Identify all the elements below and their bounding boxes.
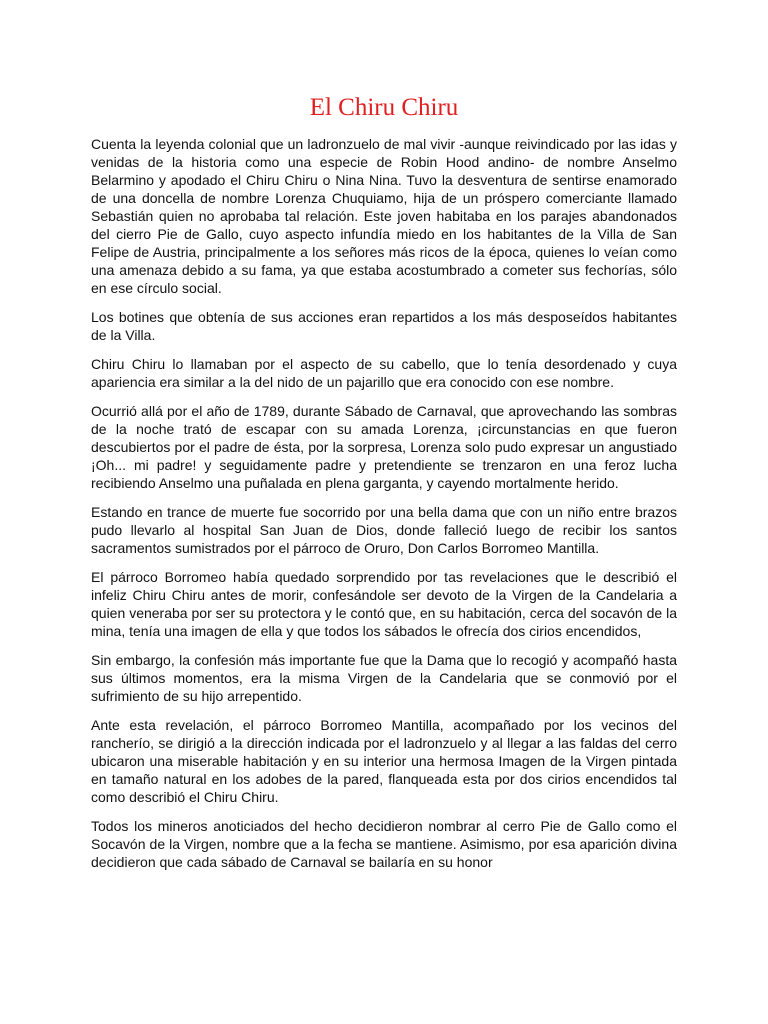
paragraph: El párroco Borromeo había quedado sorprendido por tas revelaciones que le describió el infeliz Chiru Chiru antes de morir, confesándole ser devoto de la Virgen de la Candelaria a quien veneraba por ser su protectora y le contó que, en su habitación, cerca del socavón de la mina, tenía una imagen de ella y que todos los sábados le ofrecía dos cirios encendidos,	[91, 569, 677, 639]
paragraph: Chiru Chiru lo llamaban por el aspecto de su cabello, que lo tenía desordenado y cuya apariencia era similar a la del nido de un pajarillo que era conocido con ese nombre.	[91, 356, 677, 390]
document-body	[91, 135, 677, 935]
paragraph: Todos los mineros anoticiados del hecho decidieron nombrar al cerro Pie de Gallo como el Socavón de la Virgen, nombre que a la fecha se mantiene. Asimismo, por esa aparición divina decidieron que cada sábado de Carnaval se bailaría en su honor	[91, 818, 677, 870]
paragraph: Los botines que obtenía de sus acciones eran repartidos a los más desposeídos habitantes de la Villa.	[91, 309, 677, 343]
document-title: El Chiru Chiru	[309, 94, 459, 121]
paragraph: Sin embargo, la confesión más importante fue que la Dama que lo recogió y acompañó hasta sus últimos momentos, era la misma Virgen de la Candelaria que se conmovió por el sufrimiento de su hijo arrepentido.	[91, 652, 677, 704]
paragraph: Ocurrió allá por el año de 1789, durante Sábado de Carnaval, que aprovechando las sombras de la noche trató de escapar con su amada Lorenza, ¡circunstancias en que fueron descubiertos por el padre de ésta, por la sorpresa, Lorenza solo pudo expresar un angustiado ¡Oh... mi padre! y seguidamente padre y pretendiente se trenzaron en una feroz lucha recibiendo Anselmo una puñalada en plena garganta, y cayendo mortalmente herido.	[91, 403, 677, 491]
paragraph: Cuenta la leyenda colonial que un ladronzuelo de mal vivir -aunque reivindicado por las idas y venidas de la historia como una especie de Robin Hood andino- de nombre Anselmo Belarmino y apodado el Chiru Chiru o Nina Nina. Tuvo la desventura de sentirse enamorado de una doncella de nombre Lorenza Chuquiamo, hija de un próspero comerciante llamado Sebastián quien no aprobaba tal relación. Este joven habitaba en los parajes abandonados del cierro Pie de Gallo, cuyo aspecto infundía miedo en los habitantes de la Villa de San Felipe de Austria, principalmente a los señores más ricos de la época, quienes lo veían como una amenaza debido a su fama, ya que estaba acostumbrado a cometer sus fechorías, sólo en ese círculo social.	[91, 136, 677, 296]
paragraph: Ante esta revelación, el párroco Borromeo Mantilla, acompañado por los vecinos del rancherío, se dirigió a la dirección indicada por el ladronzuelo y al llegar a las faldas del cerro ubicaron una miserable habitación y en su interior una hermosa Imagen de la Virgen pintada en tamaño natural en los adobes de la pared, flanqueada esta por dos cirios encendidos tal como describió el Chiru Chiru.	[91, 717, 677, 805]
paragraph: Estando en trance de muerte fue socorrido por una bella dama que con un niño entre brazos pudo llevarlo al hospital San Juan de Dios, donde falleció luego de recibir los santos sacramentos sumistrados por el párroco de Oruro, Don Carlos Borromeo Mantilla.	[91, 504, 677, 556]
